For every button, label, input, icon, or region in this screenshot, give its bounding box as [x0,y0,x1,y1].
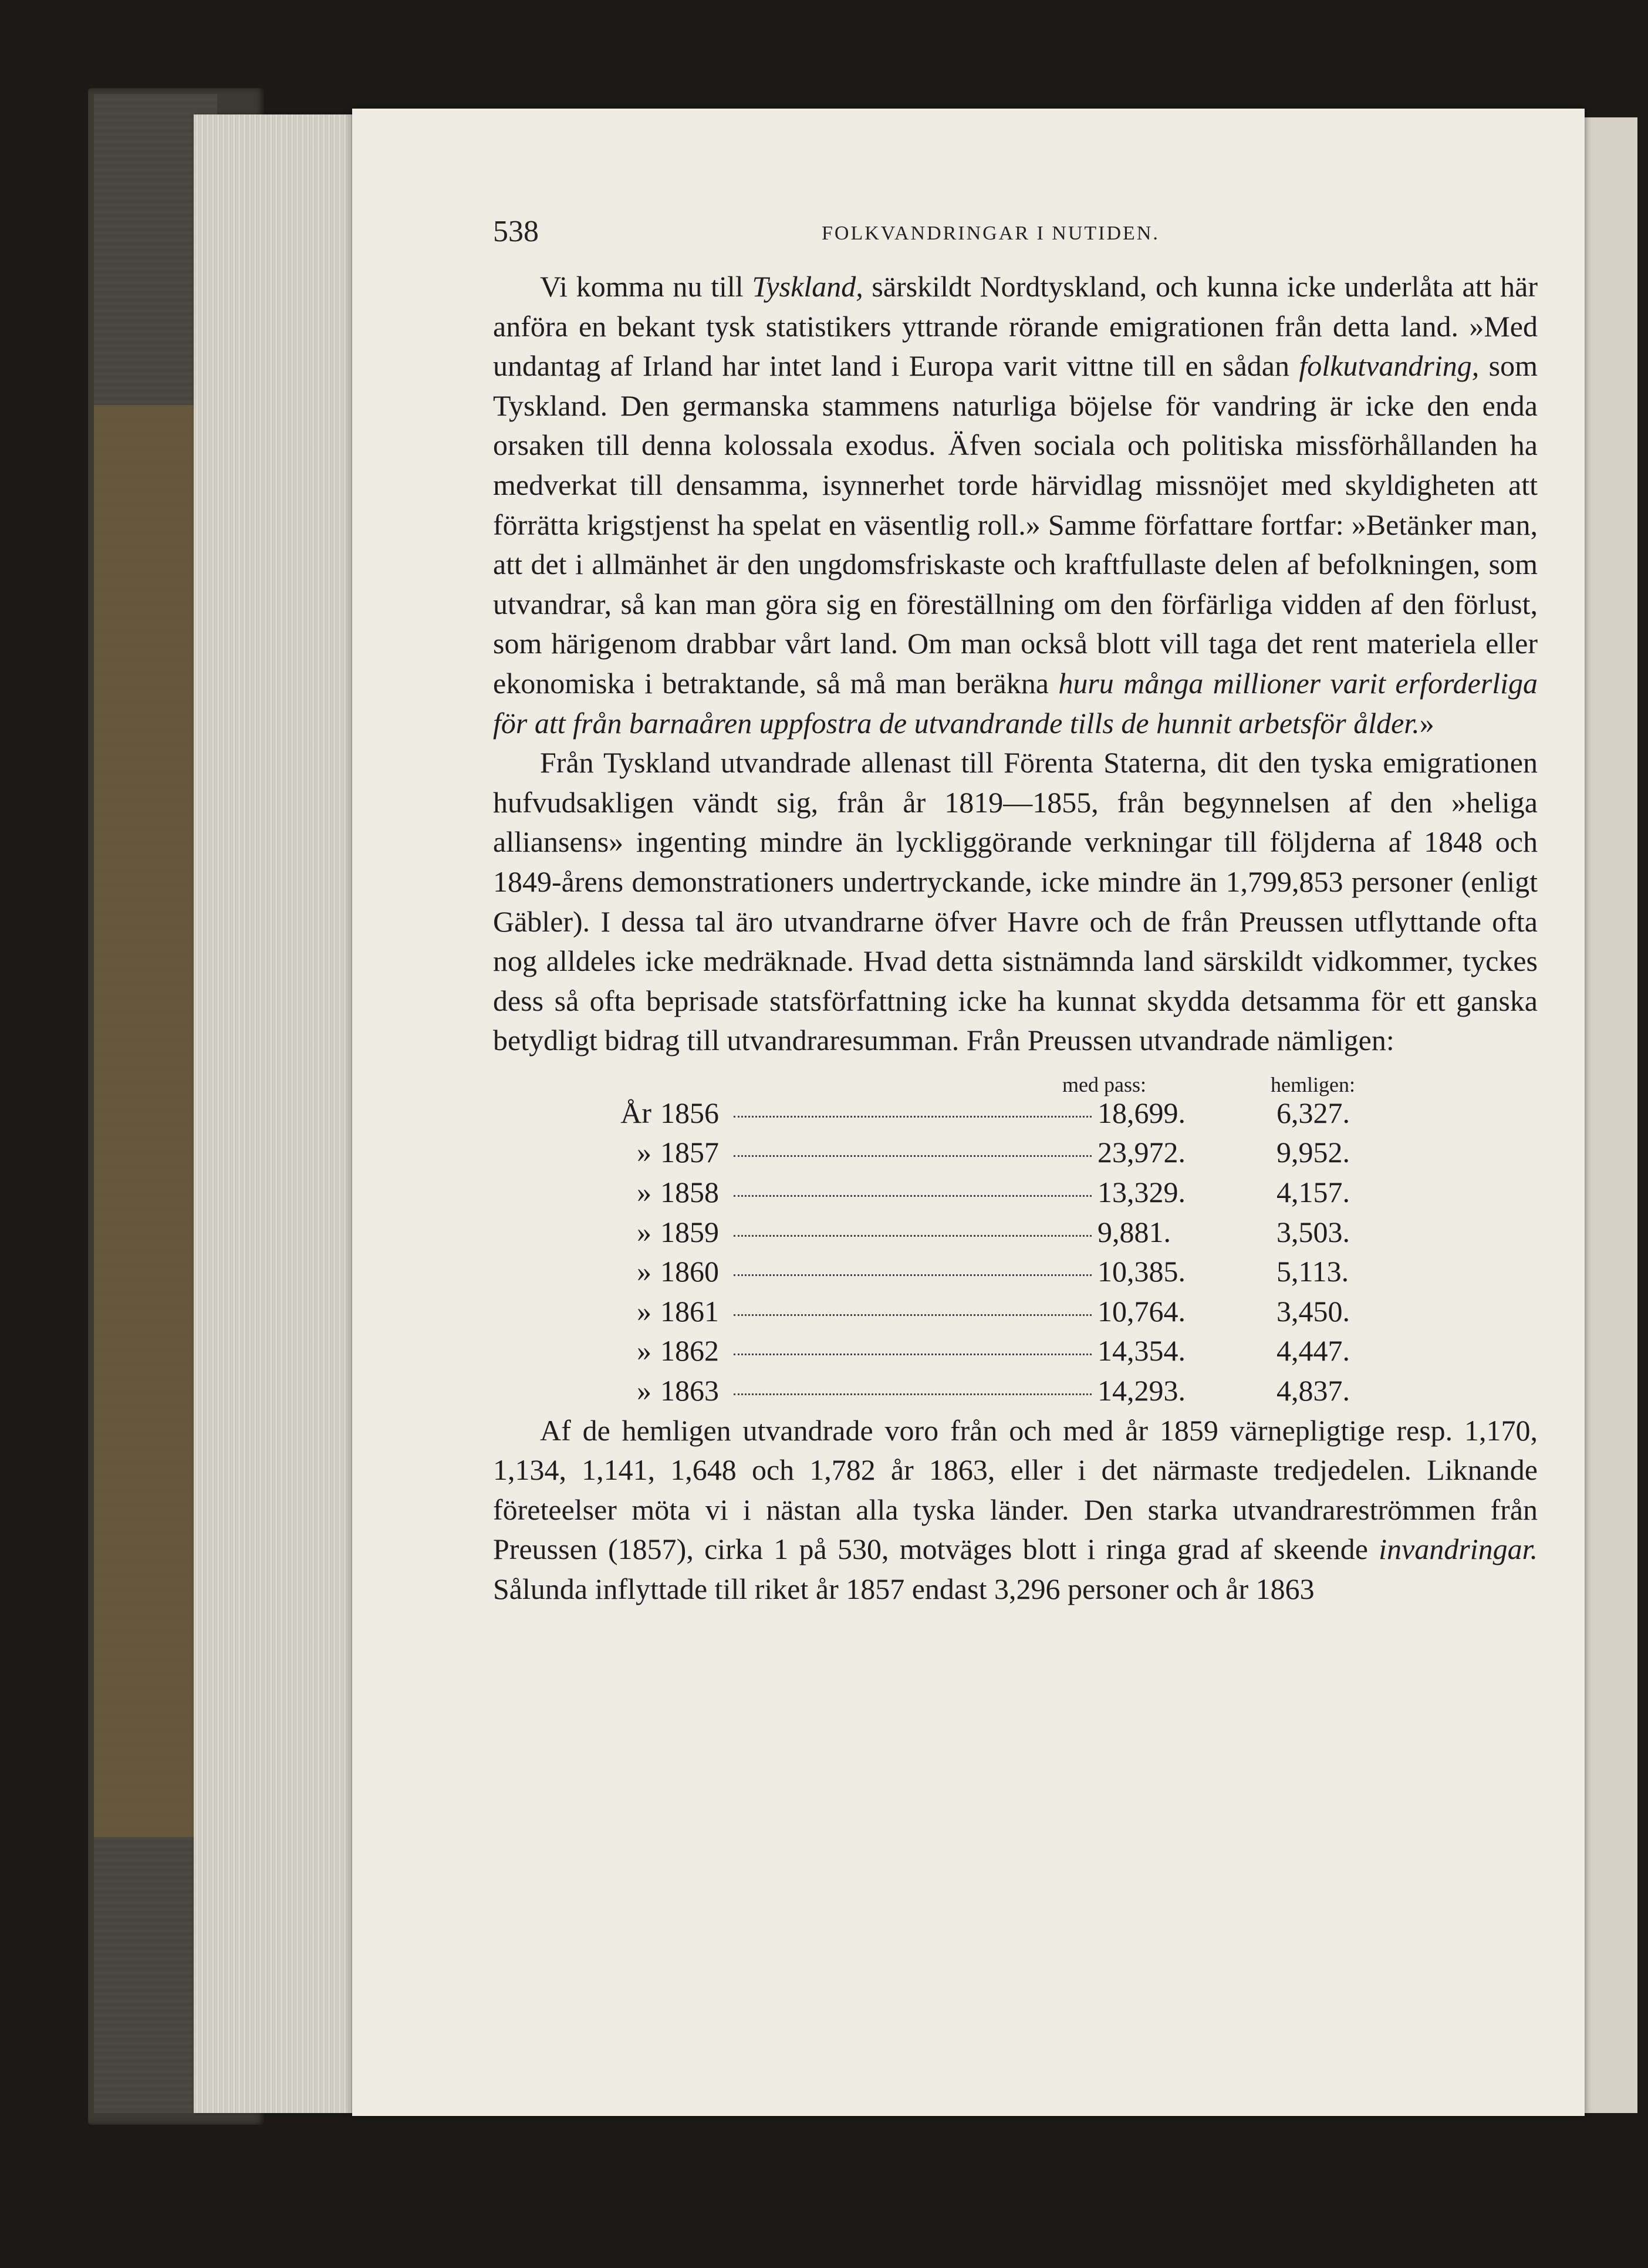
facing-page-edge [1579,117,1637,2113]
column-header-with-pass: med pass: [1062,1072,1146,1096]
paragraph-tyskland [493,267,1538,743]
dot-leader [734,1116,1092,1118]
text-run: Vi komma nu till [540,270,752,303]
italic-run: huru många millioner varit erforderliga för att från barnaåren uppfostra de utvandrande tills de hunnit arbetsför ålder. [493,666,1538,740]
italic-run: invandringar. [1379,1533,1538,1566]
text-run: särskildt Nordtyskland, och kunna icke underlåta att här anföra en bekant tysk statistikers yttrande rörande emigrationen från detta land. »Med undantag af Irland har intet land i Europa varit vittne till en sådan [493,270,1538,383]
dot-leader [734,1235,1092,1237]
dot-leader [734,1274,1092,1276]
table-row [493,1213,1538,1253]
running-head: FOLKVANDRINGAR I NUTIDEN. [822,222,1160,244]
row-year: 1857 [660,1136,719,1169]
table-rows [493,1094,1538,1411]
column-header-secret: hemligen: [1271,1072,1355,1096]
table-row [493,1173,1538,1213]
row-prefix: » [637,1334,651,1368]
row-secret: 3,450. [1276,1294,1350,1328]
table-row [493,1331,1538,1371]
page-number: 538 [493,215,539,248]
paragraph-forenta-staterna: Från Tyskland utvandrade allenast till Förenta Staterna, dit den tyska emigrationen hufvudsakligen vändt sig, från år 1819—1855, från begynnelsen af den »heliga alliansens» ingenting mindre än lyckliggörande verkningar till följderna af 1848 och 1849-årens demonstrationers undertryckande, icke mindre än 1,799,853 personer (enligt Gäbler). I dessa tal äro utvandrarne öfver Havre och de från Preussen utflyttande ofta nog alldeles icke medräknade. Hvad detta sistnämnda land särskildt vidkommer, tyckes dess så ofta beprisade statsförfattning icke ha kunnat skydda detsamma för ett ganska betydligt bidrag till utvandraresumman. Från Preussen utvandrade nämligen: [493,746,1538,1057]
text-run: som Tyskland. Den germanska stammens naturliga böjelse för vandring är icke den enda orsaken till denna kolossala exodus. Äfven sociala och politiska missförhållanden ha medverkat till densamma, isynnerhet torde härvidlag missnöjet med skyldigheten att förrätta krigstjenst ha spelat en väsentlig roll.» Samme författare fortfar: »Betänker man, att det i allmänhet är den ungdomsfriskaste och kraftfullaste delen af befolkningen, som utvandrar, så kan man göra sig en föreställning om den förfärliga vidden af den förlust, som härigenom drabbar vårt land. Om man också blott vill taga det rent materiela eller ekonomiska i betraktande, så må man beräkna [493,349,1538,700]
row-secret: 9,952. [1276,1136,1350,1169]
dot-leader [734,1314,1092,1316]
row-year: 1863 [660,1374,719,1408]
text-run: Af de hemligen utvandrade voro från och med år 1859 värnepligtige resp. 1,170, 1,134, 1,141, 1,648 och 1,782 år 1863, eller i det närmaste tredjedelen. Liknande företeelser möta vi i nästan alla tyska länder. Den starka utvandrareströmmen från Preussen (1857), cirka 1 på 530, motväges blott i ringa grad af skeende [493,1413,1538,1566]
table-row [493,1292,1538,1332]
text-run: Sålunda inflyttade till riket år 1857 endast 3,296 personer och år 1863 [493,1572,1315,1605]
row-prefix: » [637,1215,651,1248]
row-secret: 4,157. [1276,1176,1350,1209]
book-page [352,109,1585,2116]
row-secret: 4,837. [1276,1374,1350,1408]
row-secret: 3,503. [1276,1215,1350,1248]
row-with-pass: 10,385. [1097,1255,1186,1288]
row-year: 1861 [660,1294,719,1328]
page-body [493,267,1538,1609]
page-header [493,214,1538,267]
row-prefix: » [637,1374,651,1408]
row-prefix: År [620,1096,651,1129]
page-edge-stack [194,114,358,2113]
row-year: 1862 [660,1334,719,1368]
dot-leader [734,1354,1092,1355]
dot-leader [734,1195,1092,1197]
emigration-table [493,1061,1538,1411]
text-run: » [1419,706,1434,740]
table-row [493,1094,1538,1133]
row-with-pass: 23,972. [1097,1136,1186,1169]
row-secret: 6,327. [1276,1096,1350,1129]
row-secret: 4,447. [1276,1334,1350,1368]
table-row [493,1133,1538,1173]
row-prefix: » [637,1255,651,1288]
paragraph-hemligen [493,1411,1538,1609]
row-with-pass: 14,293. [1097,1374,1186,1408]
dot-leader [734,1155,1092,1157]
table-row [493,1371,1538,1411]
row-prefix: » [637,1176,651,1209]
row-with-pass: 14,354. [1097,1334,1186,1368]
row-with-pass: 13,329. [1097,1176,1186,1209]
row-prefix: » [637,1294,651,1328]
row-secret: 5,113. [1276,1255,1349,1288]
table-header [493,1061,1538,1094]
dot-leader [734,1393,1092,1395]
italic-run: folkutvandring, [1299,349,1480,383]
row-year: 1860 [660,1255,719,1288]
table-row [493,1252,1538,1292]
row-prefix: » [637,1136,651,1169]
row-year: 1858 [660,1176,719,1209]
row-with-pass: 18,699. [1097,1096,1186,1129]
row-year: 1859 [660,1215,719,1248]
row-year: 1856 [660,1096,719,1129]
row-with-pass: 9,881. [1097,1215,1171,1248]
italic-run: Tyskland, [752,270,863,303]
row-with-pass: 10,764. [1097,1294,1186,1328]
